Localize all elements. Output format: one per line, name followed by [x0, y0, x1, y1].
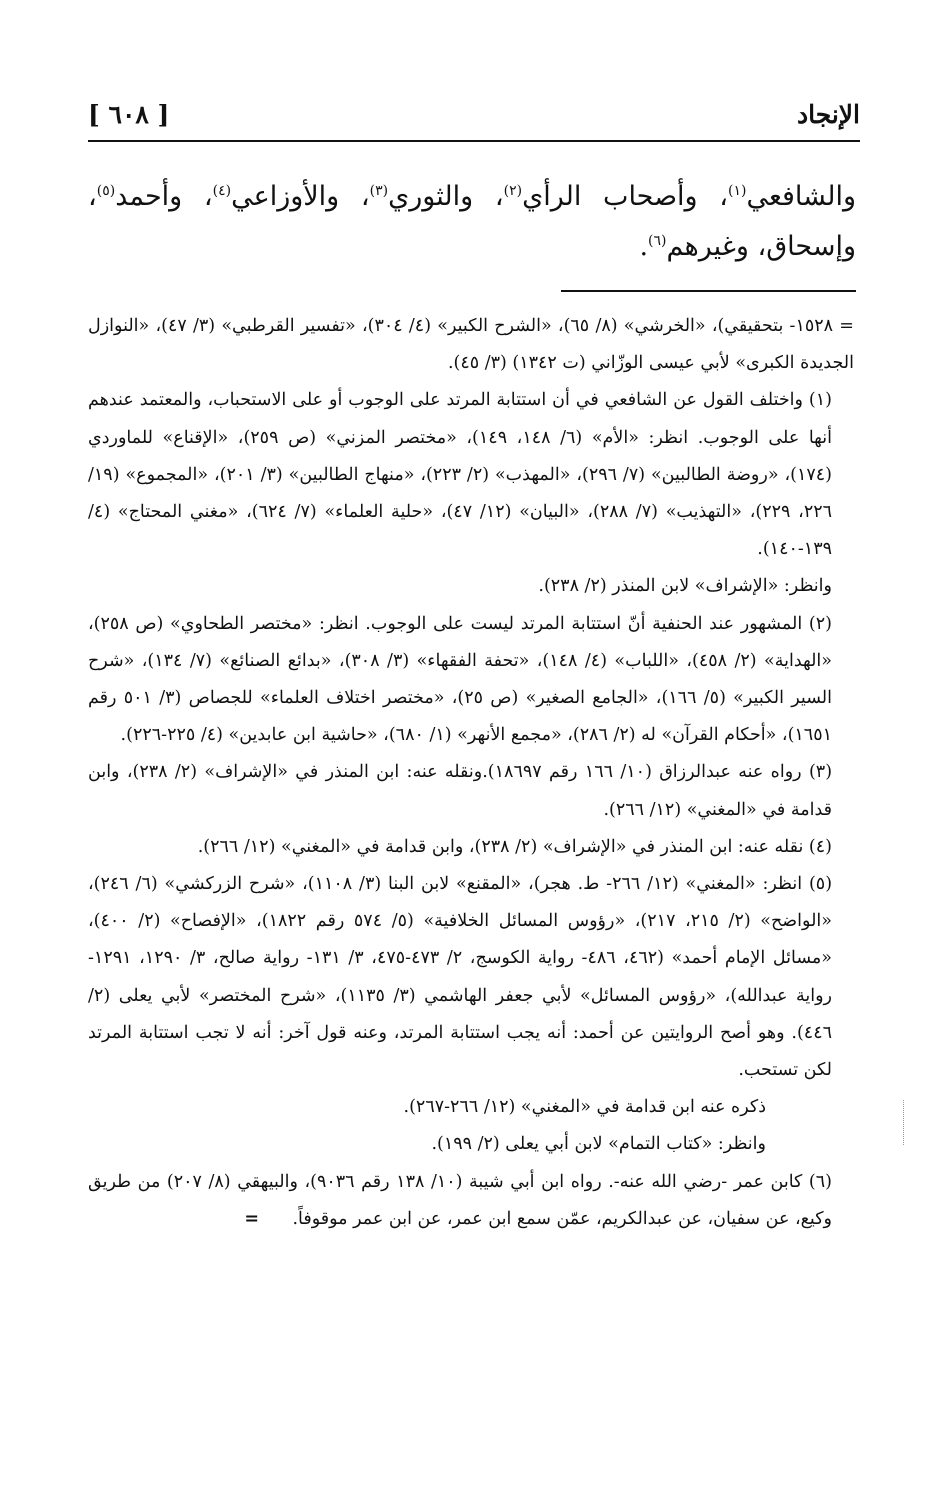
footnote-ref: (٢): [503, 183, 523, 199]
footnote-continuation: = ١٥٢٨- بتحقيقي)، «الخرشي» (٨/ ٦٥)، «الشرح الكبير» (٤/ ٣٠٤)، «تفسير القرطبي» (٣/ ٤٧)، «النوازل الجديدة الكبرى» لأبي عيسى الوزّاني (ت ١٣٤٢) (٣/ ٤٥).: [88, 316, 854, 374]
main-text-segment: ، وأحمد: [115, 181, 213, 212]
footnote-1-see-also: وانظر: «الإشراف» لابن المنذر (٢/ ٢٣٨).: [538, 576, 832, 597]
main-text-segment: ، والثوري: [388, 181, 504, 212]
main-text-segment: ، وأصحاب الرأي: [522, 181, 728, 212]
footnote-ref: (٣): [369, 183, 389, 199]
page-header: [88, 92, 860, 136]
footnote-5: (٥) انظر: «المغني» (١٢/ ٢٦٦- ط. هجر)، «المقنع» لابن البنا (٣/ ١١٠٨)، «شرح الزركشي» (٦/ ٢٤٦)، «الواضح» (٢/ ٢١٥، ٢١٧)، «رؤوس المسائل الخلافية» (٥/ ٥٧٤ رقم ١٨٢٢)، «الإفصاح» (٢/ ٤٠٠)، «مسائل الإمام أحمد» (٤٦٢، ٤٨٦- رواية الكوسج، ٢/ ٤٧٣-٤٧٥، ٣/ ١٣١- رواية صالح، ٣/ ١٢٩٠، ١٢٩١- رواية عبدالله)، «رؤوس المسائل» لأبي جعفر الهاشمي (٣/ ١١٣٥)، «شرح المختصر» لأبي يعلى (٢/ ٤٤٦). وهو أصح الروايتين عن أحمد: أنه يجب استتابة المرتد، وعنه قول آخر: أنه لا تجب استتابة المرتد لكن تستحب.: [88, 874, 833, 1081]
footnote-5-mention: ذكره عنه ابن قدامة في «المغني» (١٢/ ٢٦٦-٢٦٧).: [403, 1097, 766, 1118]
footnote-3: (٣) رواه عنه عبدالرزاق (١٠/ ١٦٦ رقم ١٨٦٩٧).ونقله عنه: ابن المنذر في «الإشراف» (٢/ ٢٣٨)، وابن قدامة في «المغني» (١٢/ ٢٦٦).: [88, 762, 833, 820]
main-text: [88, 172, 856, 272]
scan-artifact: [903, 1100, 906, 1145]
main-text-segment: .: [639, 231, 649, 262]
continuation-mark: =: [244, 1208, 260, 1229]
footnote-6: [88, 1164, 854, 1238]
book-title: الإنجاد: [796, 99, 860, 129]
page-number: [ ٦٠٨ ]: [88, 99, 170, 129]
header-rule: [88, 140, 860, 142]
main-text-segment: ، وإسحاق، وغيرهم: [88, 181, 856, 262]
footnote-1: (١) واختلف القول عن الشافعي في أن استتابة المرتد على الوجوب أو على الاستحباب، والمعتمد عندهم أنها على الوجوب. انظر: «الأم» (٦/ ١٤٨، ١٤٩)، «مختصر المزني» (ص ٢٥٩)، «الإقناع» للماوردي (١٧٤)، «روضة الطالبين» (٧/ ٢٩٦)، «المهذب» (٢/ ٢٢٣)، «منهاج الطالبين» (٣/ ٢٠١)، «المجموع» (١٩/ ٢٢٦، ٢٢٩)، «التهذيب» (٧/ ٢٨٨)، «البيان» (١٢/ ٤٧)، «حلية العلماء» (٧/ ٦٢٤)، «مغني المحتاج» (٤/ ١٣٩-١٤٠).: [88, 390, 833, 560]
footnote-ref: (٤): [212, 183, 232, 199]
footnote-2: (٢) المشهور عند الحنفية أنّ استتابة المرتد ليست على الوجوب. انظر: «مختصر الطحاوي» (ص ٢٥٨)، «الهداية» (٢/ ٤٥٨)، «اللباب» (٤/ ١٤٨)، «تحفة الفقهاء» (٣/ ٣٠٨)، «بدائع الصنائع» (٧/ ١٣٤)، «شرح السير الكبير» (٥/ ١٦٦)، «الجامع الصغير» (ص ٢٥)، «مختصر اختلاف العلماء» للجصاص (٣/ ٥٠١ رقم ١٦٥١)، «أحكام القرآن» له (٢/ ٢٨٦)، «مجمع الأنهر» (١/ ٦٨٠)، «حاشية ابن عابدين» (٤/ ٢٢٥-٢٢٦).: [88, 613, 832, 746]
footnote-separator: [561, 290, 856, 292]
footnote-ref: (٦): [648, 233, 667, 249]
footnote-4: (٤) نقله عنه: ابن المنذر في «الإشراف» (٢/ ٢٣٨)، وابن قدامة في «المغني» (١٢/ ٢٦٦).: [197, 836, 832, 857]
main-text-segment: والشافعي: [746, 181, 856, 212]
main-text-segment: ، والأوزاعي: [231, 181, 370, 212]
footnote-5-see-also: وانظر: «كتاب التمام» لابن أبي يعلى (٢/ ١٩٩).: [431, 1134, 766, 1155]
footnote-ref: (١): [728, 183, 747, 199]
footnote-6-text: (٦) كابن عمر -رضي الله عنه-. رواه ابن أبي شيبة (١٠/ ١٣٨ رقم ٩٠٣٦)، والبيهقي (٨/ ٢٠٧) من طريق وكيع، عن سفيان، عن عبدالكريم، عمّن سمع ابن عمر، عن ابن عمر موقوفاً.: [88, 1171, 832, 1229]
footnotes: [88, 308, 854, 1238]
footnote-ref: (٥): [96, 183, 116, 199]
